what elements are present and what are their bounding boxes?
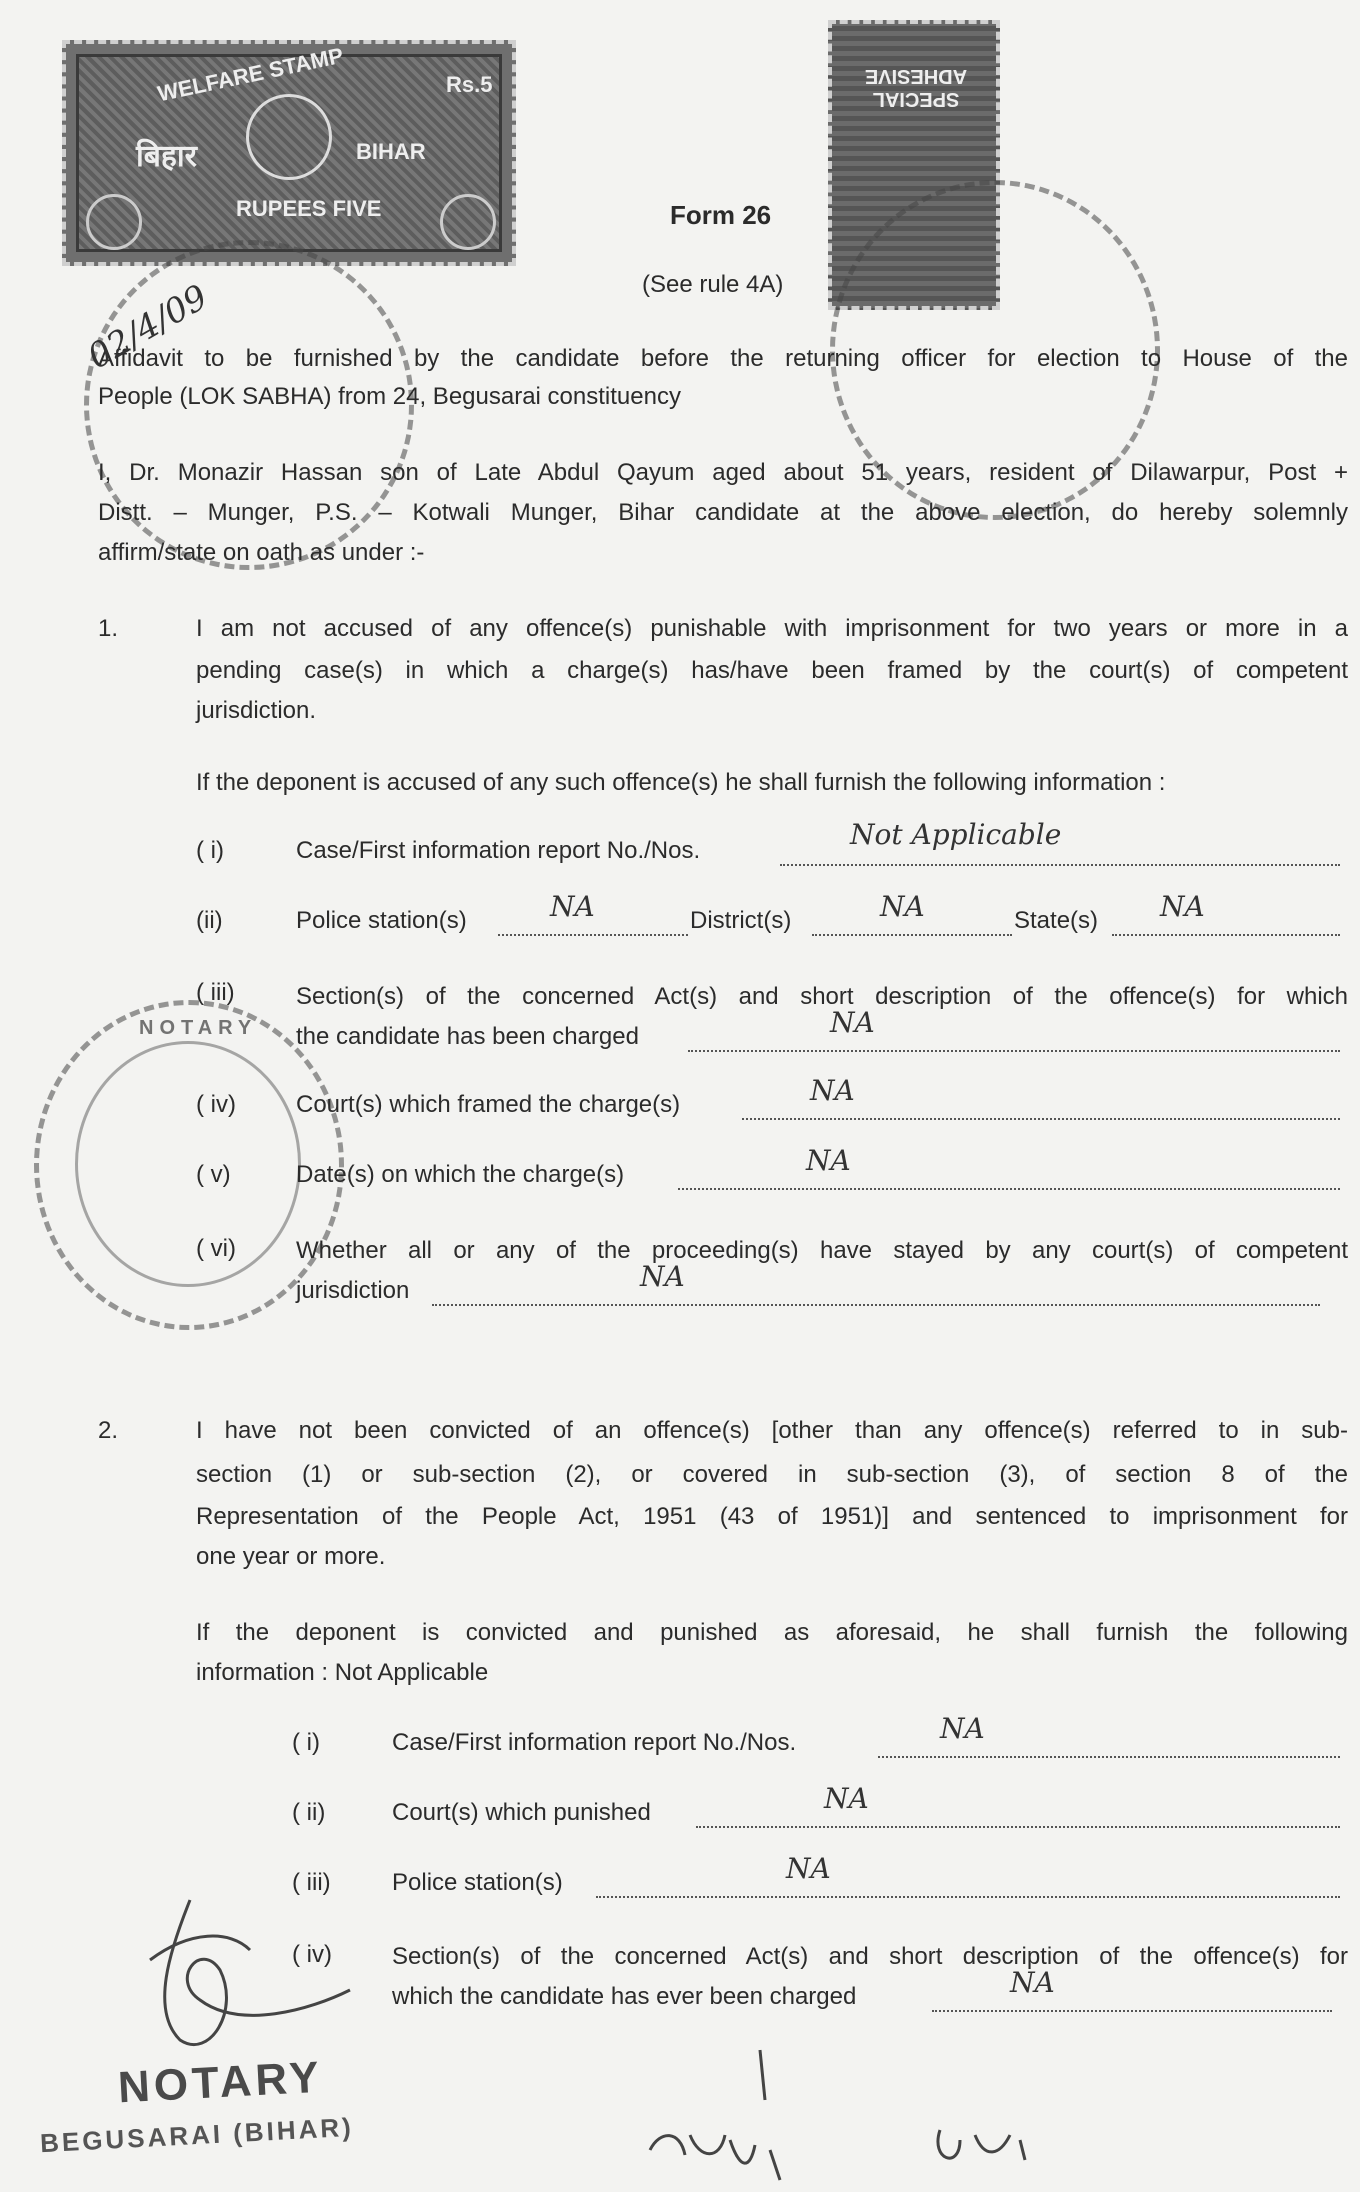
s2-item-1-label: Case/First information report No./Nos. xyxy=(392,1729,797,1756)
intro-line-1: Affidavit to be furnished by the candidate before the returning officer for election to House of the xyxy=(98,345,1348,372)
section-1-line-2: pending case(s) in which a charge(s) has/have been framed by the court(s) of competent xyxy=(196,657,1348,684)
s1-item-1-num: ( i) xyxy=(196,837,224,864)
court-fee-stamp-label: SPECIAL ADHESIVE xyxy=(864,65,968,110)
s2-item-4-num: ( iv) xyxy=(292,1941,332,1968)
deponent-signature xyxy=(630,2040,1090,2190)
s1-item-3-dots xyxy=(688,1050,1340,1052)
s1-item-5-dots xyxy=(678,1188,1340,1190)
s1-item-6-label-cont: jurisdiction xyxy=(296,1277,410,1304)
welfare-stamp-value: Rs.5 xyxy=(446,72,493,97)
s1-item-4-num: ( iv) xyxy=(196,1091,236,1118)
s2-item-1-num: ( i) xyxy=(292,1729,320,1756)
s1-item-2-label: Police station(s) xyxy=(296,907,467,934)
s1-item-2-dots-1 xyxy=(498,934,688,936)
s1-item-2-dots-3 xyxy=(1112,934,1340,936)
s2-item-1-dots xyxy=(878,1756,1340,1758)
s2-item-4-label-cont: which the candidate has ever been charged xyxy=(392,1983,857,2010)
s2-item-2-num: ( ii) xyxy=(292,1799,326,1826)
s1-item-1-dots xyxy=(780,864,1340,866)
s1-item-2-label3: State(s) xyxy=(1014,907,1099,934)
s1-item-5-label: Date(s) on which the charge(s) xyxy=(296,1161,625,1188)
section-1-sub-intro: If the deponent is accused of any such offence(s) he shall furnish the following information : xyxy=(196,769,1166,796)
s1-item-1-label: Case/First information report No./Nos. xyxy=(296,837,701,864)
s1-item-4-label: Court(s) which framed the charge(s) xyxy=(296,1091,681,1118)
s1-item-1-value: Not Applicable xyxy=(850,818,1062,851)
oath-line-2: Distt. – Munger, P.S. – Kotwali Munger, Bihar candidate at the above election, do hereby solemnly xyxy=(98,499,1348,526)
section-2-sub-intro-2: information : Not Applicable xyxy=(196,1659,489,1686)
s2-item-4-dots xyxy=(932,2010,1332,2012)
oath-line-3: affirm/state on oath as under :- xyxy=(98,539,425,566)
s2-item-3-dots xyxy=(596,1896,1340,1898)
intro-line-2: People (LOK SABHA) from 24, Begusarai constituency xyxy=(98,383,681,410)
s2-item-1-value: NA xyxy=(940,1712,985,1745)
notary-stamp-title: NOTARY xyxy=(116,2052,325,2113)
s1-item-2-label2: District(s) xyxy=(690,907,792,934)
s1-item-3-label: Section(s) of the concerned Act(s) and short description of the offence(s) for which xyxy=(296,983,1348,1010)
s1-item-2-dots-2 xyxy=(812,934,1012,936)
s1-item-2-value: NA xyxy=(550,890,595,923)
notary-stamp-sub: BEGUSARAI (BIHAR) xyxy=(39,2111,355,2159)
s2-item-2-value: NA xyxy=(824,1782,869,1815)
section-1-number: 1. xyxy=(98,615,119,642)
notary-seal-inner xyxy=(75,1041,301,1287)
notary-seal-ring-text: NOTARY xyxy=(139,1017,258,1039)
welfare-stamp-hindi: बिहार xyxy=(136,140,197,173)
s1-item-6-dots xyxy=(432,1304,1320,1306)
s1-item-6-value: NA xyxy=(640,1260,685,1293)
s1-item-3-num: ( iii) xyxy=(196,979,235,1006)
section-2-line-1: I have not been convicted of an offence(s) [other than any offence(s) referred to in sub- xyxy=(196,1417,1348,1444)
s1-item-3-value: NA xyxy=(830,1006,875,1039)
section-2-line-2: section (1) or sub-section (2), or covered in sub-section (3), of section 8 of the xyxy=(196,1461,1348,1488)
section-1-line-3: jurisdiction. xyxy=(196,697,317,724)
s1-item-5-num: ( v) xyxy=(196,1161,231,1188)
section-2-number: 2. xyxy=(98,1417,119,1444)
s2-item-3-label: Police station(s) xyxy=(392,1869,563,1896)
form-title: Form 26 xyxy=(670,200,772,230)
s1-item-2-num: (ii) xyxy=(196,907,223,934)
oath-line-1: I, Dr. Monazir Hassan son of Late Abdul Qayum aged about 51 years, resident of Dilawarpur, Post + xyxy=(98,459,1348,486)
s1-item-3-label-cont: the candidate has been charged xyxy=(296,1023,639,1050)
rule-reference: (See rule 4A) xyxy=(642,271,784,298)
section-2-line-4: one year or more. xyxy=(196,1543,386,1570)
section-2-line-3: Representation of the People Act, 1951 (43 of 1951)] and sentenced to imprisonment for xyxy=(196,1503,1348,1530)
section-1-line-1: I am not accused of any offence(s) punishable with imprisonment for two years or more in a xyxy=(196,615,1348,642)
s2-item-2-dots xyxy=(696,1826,1340,1828)
section-2-sub-intro-1: If the deponent is convicted and punished as aforesaid, he shall furnish the following xyxy=(196,1619,1348,1646)
rosette-right-icon xyxy=(440,194,496,250)
welfare-stamp-label: WELFARE STAMP xyxy=(155,42,346,107)
s2-item-4-value: NA xyxy=(1010,1966,1055,1999)
welfare-stamp-amount: RUPEES FIVE xyxy=(236,196,382,221)
welfare-stamp-state: BIHAR xyxy=(356,139,426,164)
s1-item-2-value2: NA xyxy=(880,890,925,923)
s2-item-3-value: NA xyxy=(786,1852,831,1885)
rosette-left-icon xyxy=(86,194,142,250)
s2-item-4-label: Section(s) of the concerned Act(s) and short description of the offence(s) for xyxy=(392,1943,1348,1970)
emblem-icon xyxy=(246,94,332,180)
s1-item-6-num: ( vi) xyxy=(196,1235,236,1262)
s2-item-3-num: ( iii) xyxy=(292,1869,331,1896)
s1-item-2-value3: NA xyxy=(1160,890,1205,923)
s1-item-4-dots xyxy=(742,1118,1340,1120)
s2-item-2-label: Court(s) which punished xyxy=(392,1799,651,1826)
signature-date: 02/4/09 xyxy=(81,277,215,378)
s1-item-4-value: NA xyxy=(810,1074,855,1107)
s1-item-6-label: Whether all or any of the proceeding(s) have stayed by any court(s) of competent xyxy=(296,1237,1348,1264)
notary-signature xyxy=(130,1890,470,2070)
s1-item-5-value: NA xyxy=(806,1144,851,1177)
